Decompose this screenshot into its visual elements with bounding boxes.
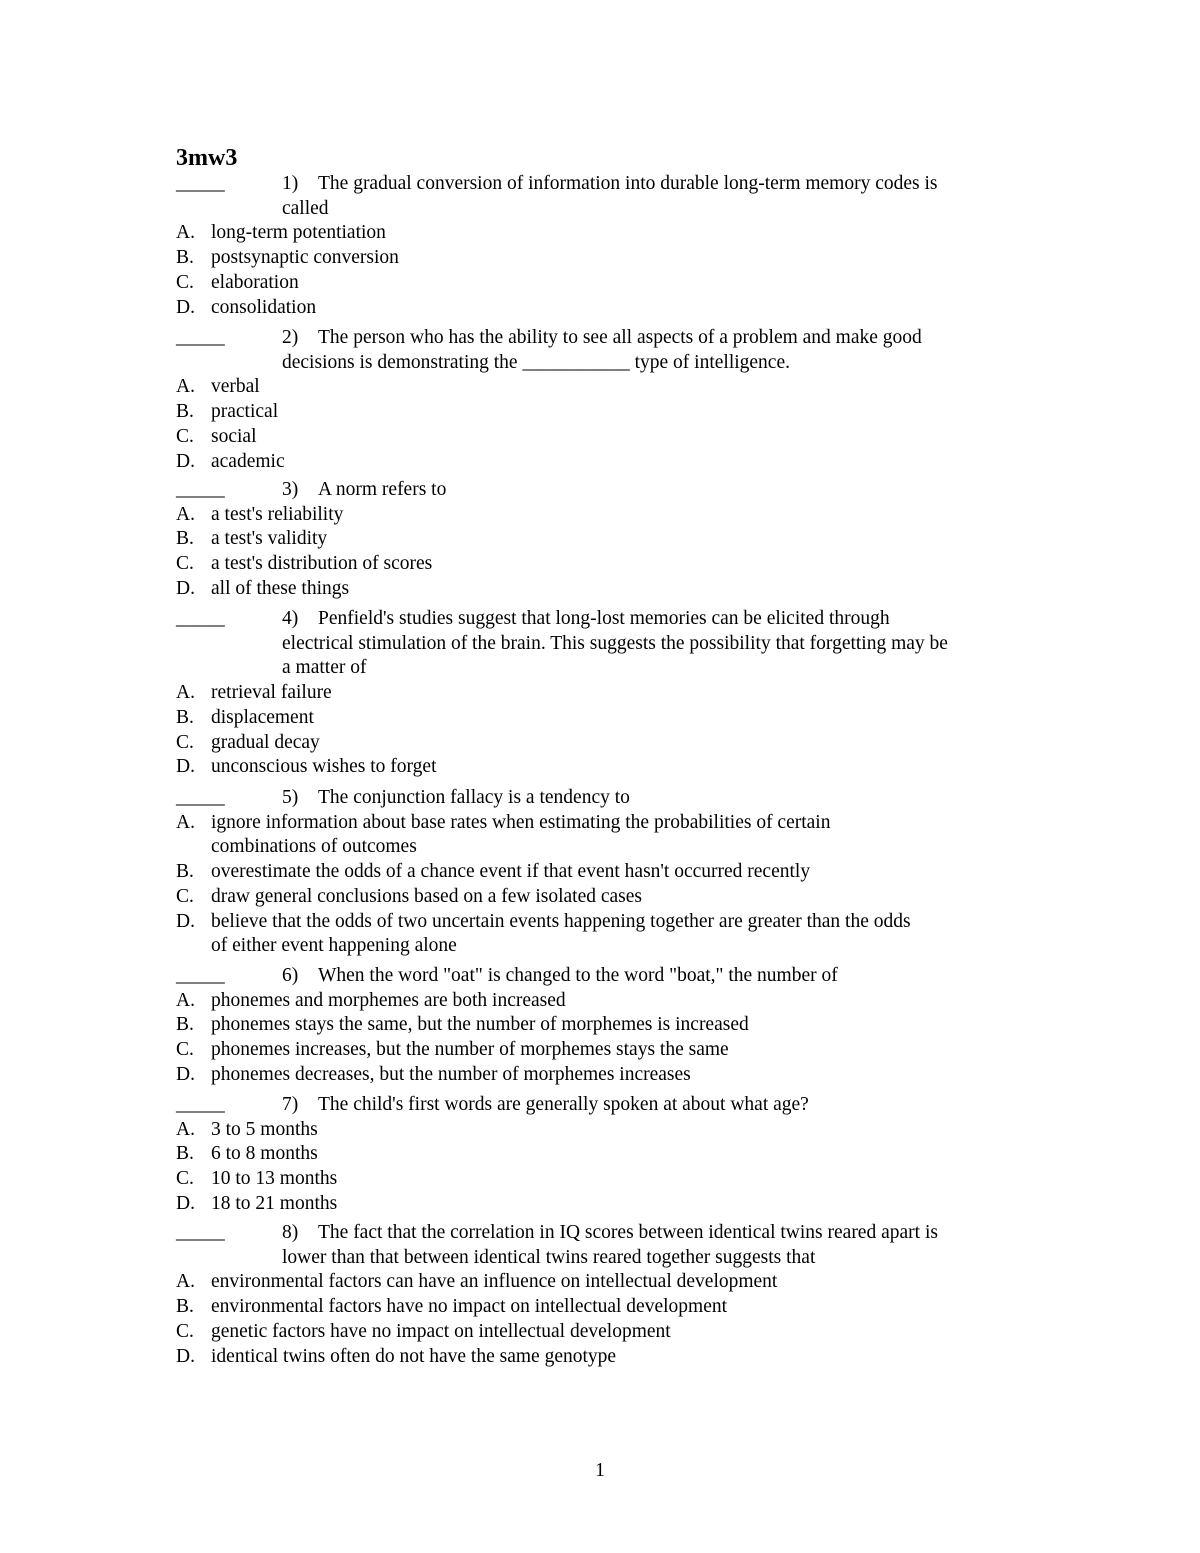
question-text: A norm refers to [318,479,447,500]
answer-blank: _____ [176,327,225,348]
option-letter: A. [176,989,195,1011]
option-letter: D. [176,910,195,932]
option-letter: D. [176,577,195,599]
option-text: phonemes and morphemes are both increased [211,989,566,1011]
option-text: a test's distribution of scores [211,553,433,575]
option-letter: B. [176,706,194,728]
option-letter: A. [176,811,195,833]
option-letter: A. [176,682,195,704]
option-text: combinations of outcomes [211,836,417,858]
option-letter: B. [176,1143,194,1165]
option-letter: D. [176,450,195,472]
question-number: 4) [282,608,299,629]
option-text: consolidation [211,296,317,318]
option-letter: A. [176,1118,195,1140]
option-text: verbal [211,376,260,398]
question-text: electrical stimulation of the brain. This suggests the possibility that forgetting may be [282,632,948,654]
option-letter: A. [176,222,195,244]
option-text: gradual decay [211,731,320,753]
option-text: phonemes stays the same, but the number of morphemes is increased [211,1014,749,1036]
option-text: phonemes increases, but the number of morphemes stays the same [211,1039,729,1061]
option-text: environmental factors have no impact on intellectual development [211,1296,728,1318]
question-text: lower than that between identical twins reared together suggests that [282,1246,816,1268]
option-letter: C. [176,553,194,575]
option-letter: B. [176,247,194,269]
option-text: of either event happening alone [211,935,457,957]
option-text: 6 to 8 months [211,1143,318,1165]
option-letter: A. [176,1271,195,1293]
answer-blank: _____ [176,965,225,986]
option-text: genetic factors have no impact on intellectual development [211,1320,671,1342]
option-letter: A. [176,503,195,525]
question-number: 8) [282,1222,299,1243]
option-letter: B. [176,1014,194,1036]
question-text: called [282,197,329,219]
option-text: environmental factors can have an influence on intellectual development [211,1271,778,1293]
question-number: 7) [282,1094,299,1115]
question-text: When the word "oat" is changed to the word "boat," the number of [318,965,838,986]
option-letter: A. [176,376,195,398]
option-text: a test's validity [211,528,328,550]
option-letter: D. [176,756,195,778]
option-letter: C. [176,1320,194,1342]
option-letter: D. [176,1345,195,1367]
option-letter: D. [176,296,195,318]
option-text: practical [211,401,279,423]
question-text: The fact that the correlation in IQ scores between identical twins reared apart is [318,1222,938,1243]
option-letter: C. [176,1168,194,1190]
option-text: retrieval failure [211,682,332,704]
answer-blank: _____ [176,1222,225,1243]
option-text: all of these things [211,577,350,599]
option-text: elaboration [211,271,299,293]
question-number: 6) [282,965,299,986]
question-number: 2) [282,327,299,348]
question-number: 3) [282,479,299,500]
option-text: identical twins often do not have the same genotype [211,1345,617,1367]
option-letter: D. [176,1063,195,1085]
question-number: 1) [282,173,299,194]
option-letter: D. [176,1192,195,1214]
answer-blank: _____ [176,1094,225,1115]
answer-blank: _____ [176,479,225,500]
question-text: Penfield's studies suggest that long-lost memories can be elicited through [318,608,890,629]
option-text: 10 to 13 months [211,1168,338,1190]
option-text: social [211,425,257,447]
option-letter: B. [176,861,194,883]
question-text: The gradual conversion of information into durable long-term memory codes is [318,173,938,194]
question-text: The person who has the ability to see all aspects of a problem and make good [318,327,922,348]
option-letter: C. [176,1039,194,1061]
option-text: 18 to 21 months [211,1192,338,1214]
document-title: 3mw3 [176,145,238,171]
question-text: The conjunction fallacy is a tendency to [318,787,630,808]
option-text: academic [211,450,285,472]
option-text: long-term potentiation [211,222,386,244]
option-text: unconscious wishes to forget [211,756,437,778]
option-text: 3 to 5 months [211,1118,318,1140]
option-letter: B. [176,401,194,423]
option-text: draw general conclusions based on a few isolated cases [211,885,643,907]
option-text: ignore information about base rates when estimating the probabilities of certain [211,811,831,833]
option-letter: C. [176,731,194,753]
answer-blank: _____ [176,787,225,808]
option-text: displacement [211,706,314,728]
question-text: decisions is demonstrating the ___________ type of intelligence. [282,351,790,373]
option-text: a test's reliability [211,503,344,525]
option-letter: B. [176,528,194,550]
option-letter: C. [176,271,194,293]
question-text: The child's first words are generally spoken at about what age? [318,1094,809,1115]
option-text: postsynaptic conversion [211,247,399,269]
answer-blank: _____ [176,173,225,194]
option-text: overestimate the odds of a chance event if that event hasn't occurred recently [211,861,811,883]
option-text: believe that the odds of two uncertain events happening together are greater than the odds [211,910,911,932]
option-letter: C. [176,885,194,907]
answer-blank: _____ [176,608,225,629]
option-letter: B. [176,1296,194,1318]
question-text: a matter of [282,657,367,679]
page-number: 1 [595,1460,605,1481]
question-number: 5) [282,787,299,808]
option-letter: C. [176,425,194,447]
option-text: phonemes decreases, but the number of morphemes increases [211,1063,691,1085]
